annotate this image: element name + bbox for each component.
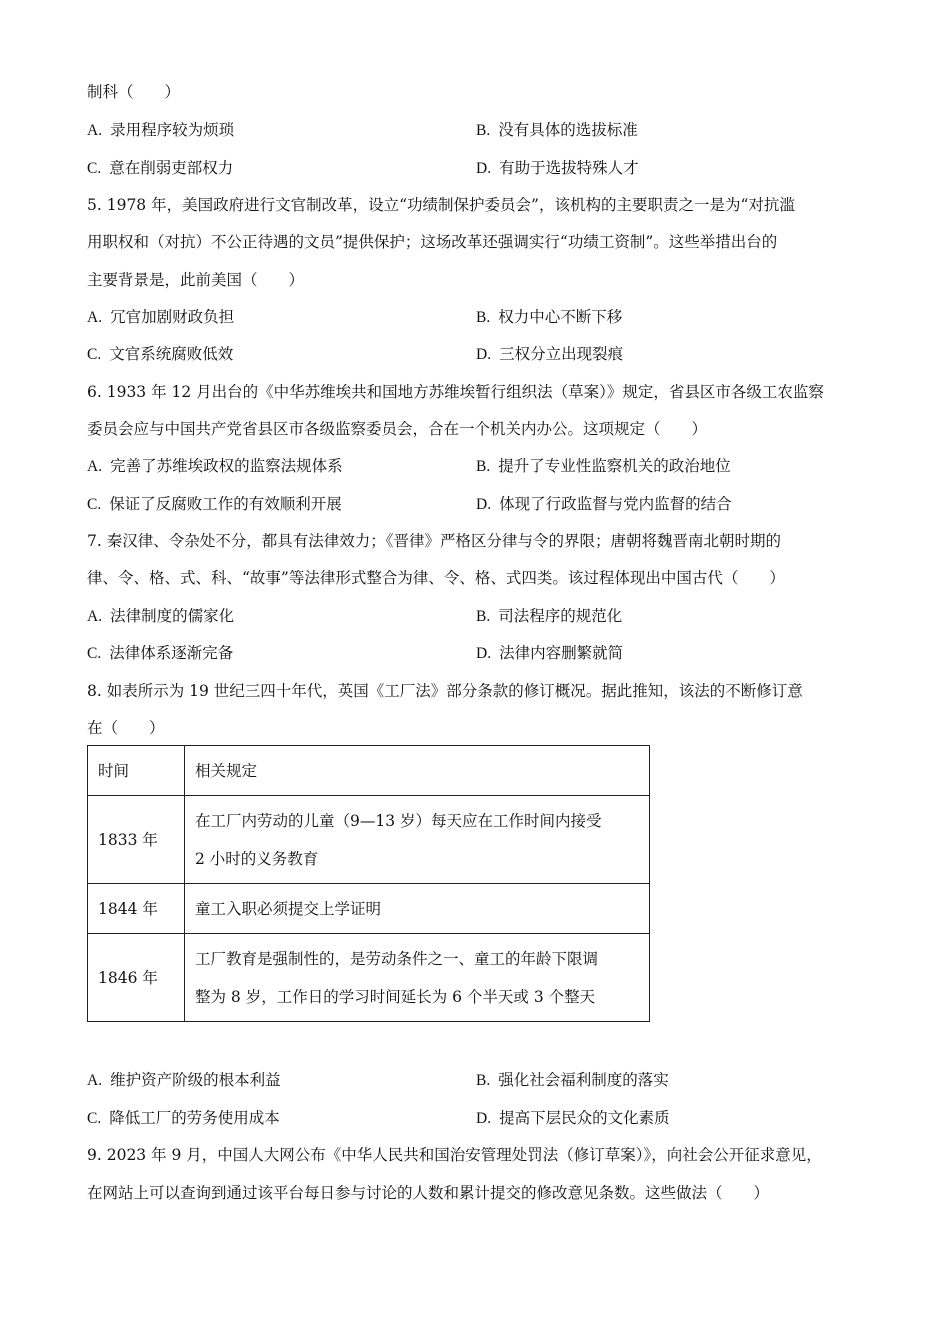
option-text: 提高下层民众的文化素质 [499,1109,670,1127]
q8-stem-line-2: 在（ ） [87,719,165,737]
option-text: 提升了专业性监察机关的政治地位 [498,457,731,475]
q4-option-d [476,156,639,178]
table-cell-year: 1844 年 [88,884,185,934]
option-text: 降低工厂的劳务使用成本 [109,1109,280,1127]
table-header-cell: 相关规定 [185,746,650,796]
option-label: B. [476,122,491,139]
rule-line: 工厂教育是强制性的，是劳动条件之一、童工的年龄下限调 [195,949,599,968]
q5-stem-line-3: 主要背景是，此前美国（ ） [87,271,305,289]
table-header-row [88,746,650,796]
option-label: D. [476,160,492,177]
q8-option-d [476,1106,670,1128]
q4-option-b [476,118,638,140]
option-text: 文官系统腐败低效 [109,345,234,363]
option-text: 维护资产阶级的根本利益 [110,1071,281,1089]
q7-option-c [87,641,233,663]
q6-option-c [87,492,342,514]
option-text: 司法程序的规范化 [498,607,623,625]
table-row [88,796,650,884]
option-label: C. [87,346,102,363]
q9-stem-line-1: 9. 2023 年 9 月，中国人大网公布《中华人民共和国治安管理处罚法（修订草案）》，向社会公开征求意见， [87,1146,822,1164]
q8-option-a [87,1068,281,1090]
option-text: 法律内容删繁就简 [499,644,624,662]
option-label: D. [476,346,492,363]
q7-stem-line-1: 7. 秦汉律、令杂处不分，都具有法律效力；《晋律》严格区分律与令的界限；唐朝将魏晋南北朝时期的 [87,532,781,550]
option-text: 录用程序较为烦琐 [110,121,235,139]
option-label: A. [87,608,103,625]
option-text: 法律体系逐渐完备 [109,644,234,662]
table-cell-rule [185,796,650,884]
option-label: A. [87,1072,103,1089]
option-label: D. [476,496,492,513]
table-cell-year: 1846 年 [88,934,185,1022]
option-label: A. [87,458,103,475]
table-header-cell: 时间 [88,746,185,796]
rule-line: 在工厂内劳动的儿童（9—13 岁）每天应在工作时间内接受 [195,811,602,830]
q5-option-b [476,305,622,327]
option-text: 权力中心不断下移 [498,308,623,326]
option-label: C. [87,645,102,662]
q5-option-c [87,342,233,364]
option-label: B. [476,1072,491,1089]
option-label: D. [476,645,492,662]
q7-option-d [476,641,623,663]
q4-stem-tail: 制科（ ） [87,83,181,101]
rule-line: 2 小时的义务教育 [195,849,319,868]
q7-option-b [476,604,622,626]
table-cell-year: 1833 年 [88,796,185,884]
option-text: 意在削弱吏部权力 [109,159,234,177]
table-cell-rule [185,884,650,934]
option-label: D. [476,1110,492,1127]
option-text: 强化社会福利制度的落实 [498,1071,669,1089]
q7-option-a [87,604,234,626]
option-text: 法律制度的儒家化 [110,607,235,625]
q8-stem-line-1: 8. 如表所示为 19 世纪三四十年代，英国《工厂法》部分条款的修订概况。据此推知，该法的不断修订意 [87,682,803,700]
option-text: 保证了反腐败工作的有效顺利开展 [109,495,342,513]
option-text: 没有具体的选拔标准 [498,121,638,139]
q6-option-b [476,454,731,476]
q8-option-c [87,1106,280,1128]
q6-option-a [87,454,343,476]
option-text: 完善了苏维埃政权的监察法规体系 [110,457,343,475]
option-label: C. [87,496,102,513]
option-label: C. [87,1110,102,1127]
q4-option-a [87,118,234,140]
table-cell-rule [185,934,650,1022]
option-label: B. [476,458,491,475]
q5-stem-line-1: 5. 1978 年，美国政府进行文官制改革，设立“功绩制保护委员会”，该机构的主要职责之一是为“对抗滥 [87,196,795,214]
option-text: 体现了行政监督与党内监督的结合 [499,495,732,513]
factory-act-table [87,745,650,1022]
table-row [88,934,650,1022]
q4-option-c [87,156,233,178]
q8-option-b [476,1068,669,1090]
option-text: 冗官加剧财政负担 [110,308,235,326]
q5-stem-line-2: 用职权和（对抗）不公正待遇的文员”提供保护；这场改革还强调实行“功绩工资制”。这些举措出台的 [87,233,778,251]
option-label: B. [476,309,491,326]
q5-option-d [476,342,623,364]
q5-option-a [87,305,234,327]
q6-stem-line-1: 6. 1933 年 12 月出台的《中华苏维埃共和国地方苏维埃暂行组织法（草案）》规定，省县区市各级工农监察 [87,383,824,401]
rule-line: 童工入职必须提交上学证明 [195,899,382,918]
option-label: C. [87,160,102,177]
q7-stem-line-2: 律、令、格、式、科、“故事”等法律形式整合为律、令、格、式四类。该过程体现出中国古代（ ） [87,569,785,587]
q6-option-d [476,492,732,514]
option-label: A. [87,309,103,326]
option-text: 三权分立出现裂痕 [499,345,624,363]
rule-line: 整为 8 岁，工作日的学习时间延长为 6 个半天或 3 个整天 [195,987,596,1006]
q6-stem-line-2: 委员会应与中国共产党省县区市各级监察委员会，合在一个机关内办公。这项规定（ ） [87,420,708,438]
option-text: 有助于选拔特殊人才 [499,159,639,177]
option-label: A. [87,122,103,139]
option-label: B. [476,608,491,625]
q9-stem-line-2: 在网站上可以查询到通过该平台每日参与讨论的人数和累计提交的修改意见条数。这些做法（ ） [87,1184,770,1202]
table-row [88,884,650,934]
